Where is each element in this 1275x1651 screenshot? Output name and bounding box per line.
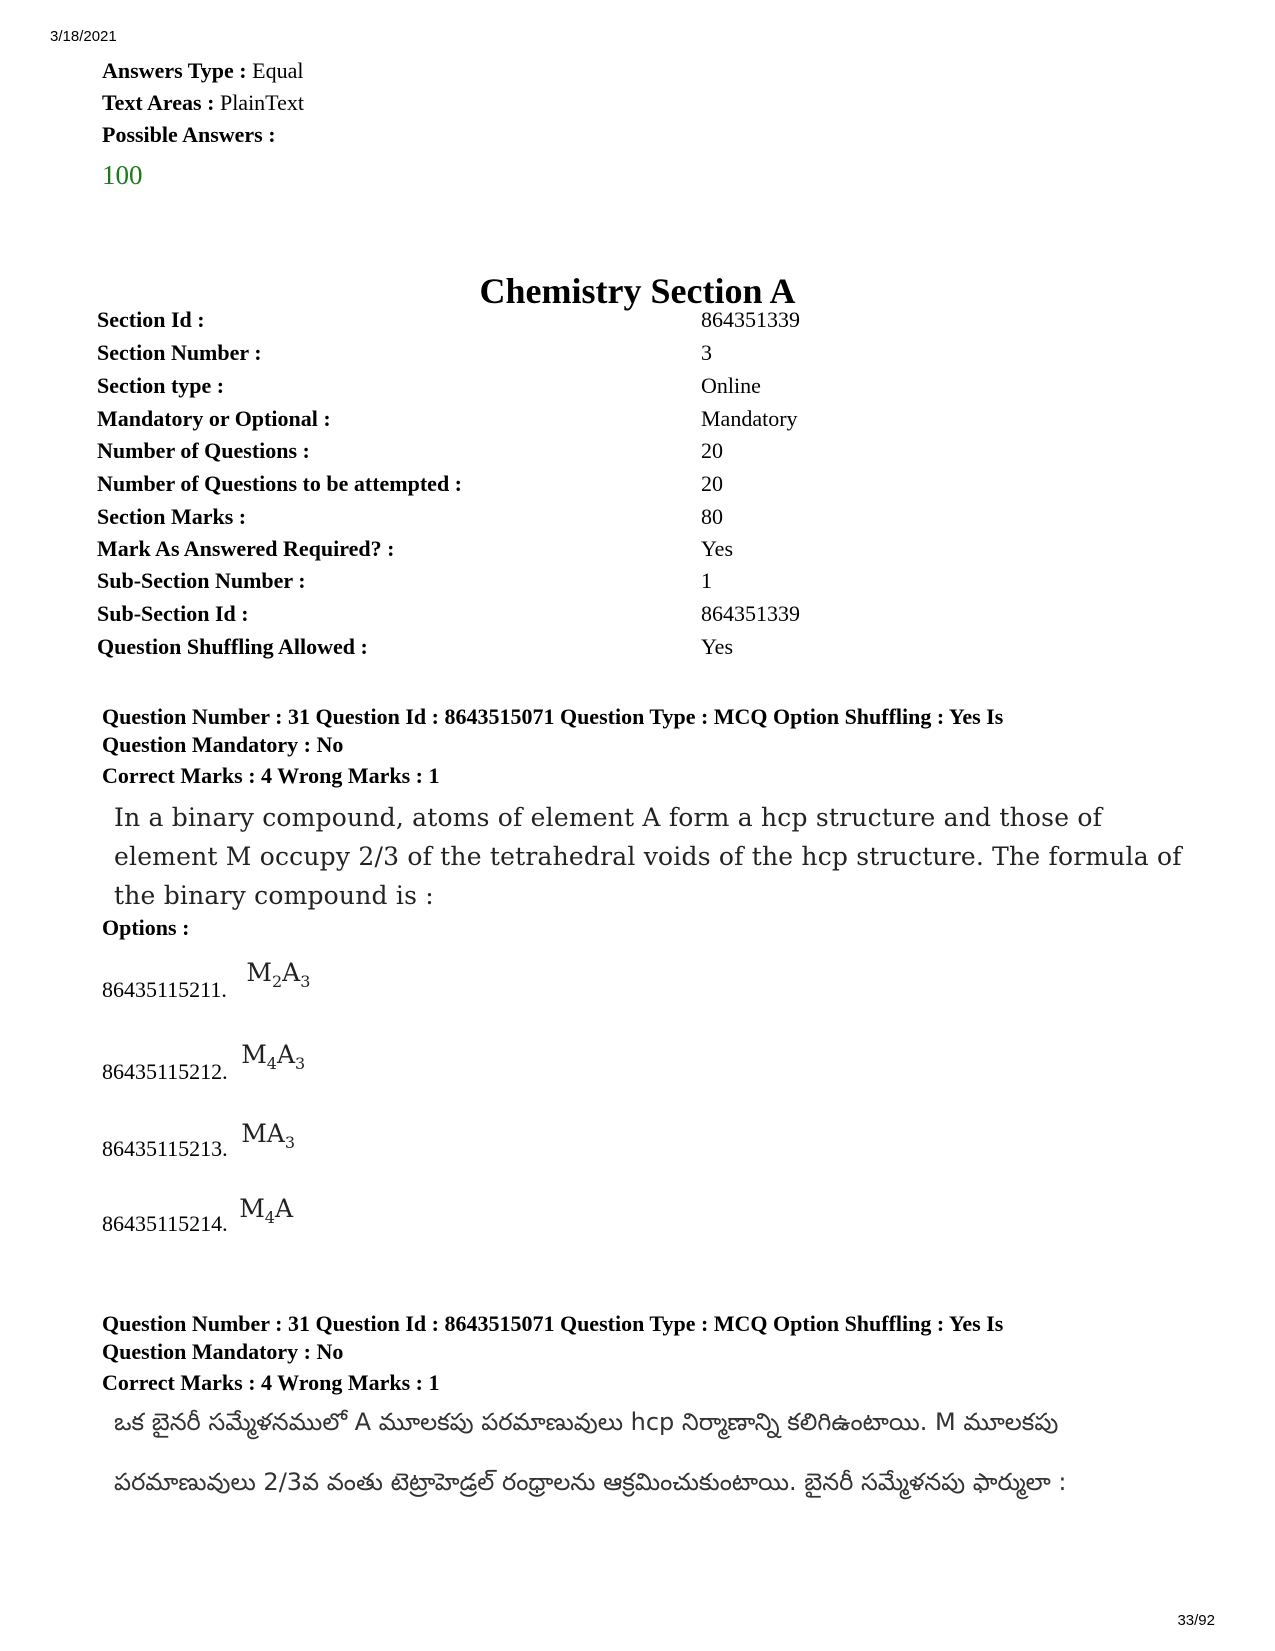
option-id: 86435115212. (102, 1059, 228, 1084)
section-row (97, 307, 1197, 339)
option-id: 86435115214. (102, 1211, 228, 1236)
question-text-line: ఒక బైనరీ సమ్మేళనములో A మూలకపు పరమాణువులు hcp నిర్మాణాన్ని కలిగిఉంటాయి. M మూలకపు (114, 1408, 1059, 1436)
question-header (102, 703, 1182, 759)
possible-answer-value: 100 (102, 160, 143, 190)
options-label: Options : (102, 915, 190, 940)
question-marks: Correct Marks : 4 Wrong Marks : 1 (102, 1370, 440, 1395)
print-date: 3/18/2021 (50, 28, 117, 45)
option-formula: $M_4A$ (239, 1194, 294, 1227)
option-3[interactable] (102, 1119, 296, 1166)
row-label: Section Id : (97, 307, 205, 332)
option-4[interactable] (102, 1194, 294, 1241)
row-value: Yes (701, 634, 734, 659)
option-formula: $M_2A_3$ (246, 958, 311, 991)
section-row (97, 438, 1197, 470)
row-label: Section Number : (97, 340, 262, 365)
question-text: In a binary compound, atoms of element A form a hcp structure and those of element M occupy 2/3 of the tetrahedral voids of the hcp structure. The formula of the binary compound is : (114, 803, 1182, 910)
section-title: Chemistry Section A (479, 271, 796, 311)
row-label: Section Marks : (97, 504, 247, 529)
row-label: Number of Questions to be attempted : (97, 471, 463, 496)
possible-answers-line (102, 122, 276, 148)
section-row (97, 406, 1197, 438)
row-value: Online (701, 373, 761, 398)
row-value: 864351339 (701, 307, 800, 332)
row-label: Mandatory or Optional : (97, 406, 331, 431)
question-header-line: Question Mandatory : No (102, 1339, 344, 1364)
row-value: 20 (701, 471, 723, 496)
section-row (97, 340, 1197, 372)
question-header-line: Question Mandatory : No (102, 732, 344, 757)
text-areas-value: PlainText (219, 90, 304, 115)
row-value: 80 (701, 504, 723, 529)
row-value: 864351339 (701, 601, 800, 626)
option-formula: $M_4A_3$ (241, 1040, 306, 1073)
row-label: Sub-Section Number : (97, 568, 306, 593)
section-row (97, 634, 1197, 666)
question-marks: Correct Marks : 4 Wrong Marks : 1 (102, 763, 440, 788)
row-value: Yes (701, 536, 734, 561)
question-text-line: పరమాణువులు 2/3వ వంతు టెట్రాహెడ్రల్ రంధ్రాలను ఆక్రమించుకుంటాయి. బైనరీ సమ్మేళనపు ఫార్ములా : (114, 1468, 1067, 1496)
answers-type-label: Answers Type : (102, 58, 247, 83)
row-value: 1 (701, 568, 712, 593)
row-label: Sub-Section Id : (97, 601, 249, 626)
answers-type-value: Equal (252, 58, 304, 83)
option-2[interactable] (102, 1040, 306, 1089)
row-label: Question Shuffling Allowed : (97, 634, 368, 659)
row-value: Mandatory (701, 406, 798, 431)
section-row (97, 536, 1197, 568)
option-id: 86435115211. (102, 977, 227, 1002)
page-number: 33/92 (1177, 1612, 1215, 1629)
text-areas-label: Text Areas : (102, 90, 215, 115)
option-formula: $MA_3$ (241, 1119, 296, 1152)
question-header (102, 1310, 1182, 1366)
option-1[interactable] (102, 958, 311, 1007)
row-value: 20 (701, 438, 723, 463)
text-areas-line (102, 90, 304, 116)
section-row (97, 471, 1197, 503)
section-row (97, 504, 1197, 536)
option-id: 86435115213. (102, 1136, 228, 1161)
question-header-line: Question Number : 31 Question Id : 8643515071 Question Type : MCQ Option Shuffling : Yes Is (102, 704, 1004, 729)
row-label: Number of Questions : (97, 438, 310, 463)
row-label: Mark As Answered Required? : (97, 536, 395, 561)
question-text-telugu (114, 1392, 1194, 1512)
answers-type-line (102, 58, 303, 84)
section-row (97, 568, 1197, 600)
row-value: 3 (701, 340, 712, 365)
section-row (97, 601, 1197, 633)
possible-answers-label: Possible Answers : (102, 122, 276, 147)
row-label: Section type : (97, 373, 225, 398)
section-row (97, 373, 1197, 405)
question-header-line: Question Number : 31 Question Id : 8643515071 Question Type : MCQ Option Shuffling : Yes Is (102, 1311, 1004, 1336)
